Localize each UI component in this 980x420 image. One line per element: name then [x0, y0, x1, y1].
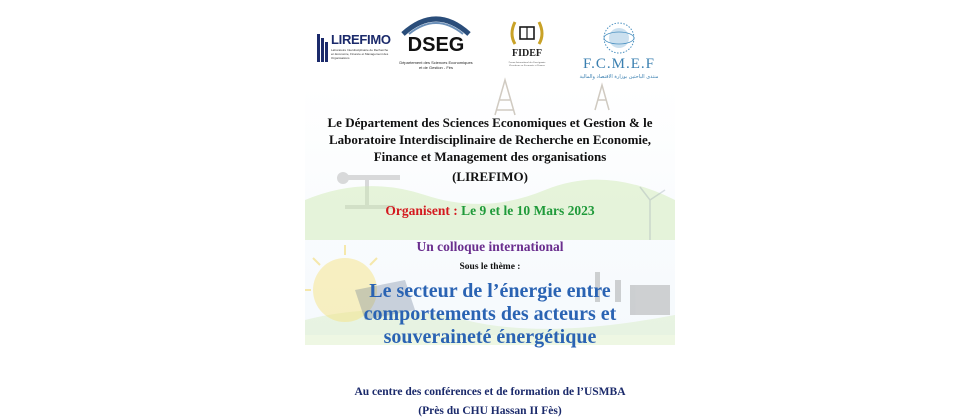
organise-line	[305, 203, 675, 219]
fcmef-subtitle: منتدى الباحثين بوزارة الاقتصاد والمالية	[579, 74, 659, 80]
fidef-logo	[505, 18, 549, 80]
lirefimo-logo	[317, 32, 389, 72]
laurel-book-icon	[505, 18, 549, 48]
partner-logos	[305, 10, 675, 85]
organizers-line: Laboratoire Interdisciplinaire de Recherche en Economie,	[328, 132, 652, 147]
theme-line: comportements des acteurs et	[363, 303, 617, 325]
event-poster	[305, 0, 675, 420]
event-type: Un colloque international	[416, 239, 564, 254]
organizers-line: (LIREFIMO)	[452, 169, 528, 184]
organizers-line: Finance et Management des organisations	[373, 149, 607, 164]
theme-label: Sous le thème :	[459, 262, 521, 272]
event-venue	[305, 383, 675, 420]
theme-line: souveraineté énergétique	[383, 326, 597, 348]
venue-line: Au centre des conférences et de formation de l’USMBA	[354, 386, 626, 398]
lirefimo-mark-icon	[317, 34, 329, 62]
dseg-logo	[399, 10, 473, 82]
fcmef-name: F.C.M.E.F	[583, 56, 655, 72]
lirefimo-name: LIREFIMO	[331, 32, 391, 47]
dseg-name: DSEG	[407, 34, 465, 56]
organizers-block	[305, 114, 675, 185]
event-theme	[305, 280, 675, 349]
fcmef-logo	[573, 20, 665, 82]
globe-icon	[573, 20, 665, 56]
organise-label: Organisent :	[385, 203, 458, 218]
dseg-dome-icon	[399, 10, 473, 36]
organizers-line: Le Département des Sciences Economiques et Gestion & le	[327, 115, 653, 130]
event-dates: Le 9 et le 10 Mars 2023	[461, 203, 595, 218]
theme-line: Le secteur de l’énergie entre	[369, 280, 611, 302]
dseg-subtitle: Département des Sciences Economiques et de Gestion - Fès	[399, 60, 473, 70]
lirefimo-subtitle: Laboratoire Interdisciplinaire de Recherche en Economie, Finance et Management des Organisations	[331, 48, 389, 60]
venue-line: (Près du CHU Hassan II Fès)	[418, 405, 562, 417]
fidef-subtitle: Forum International des Enseignants Chercheurs en Economie et Finance	[508, 61, 546, 67]
fidef-name: FIDEF	[512, 48, 542, 59]
